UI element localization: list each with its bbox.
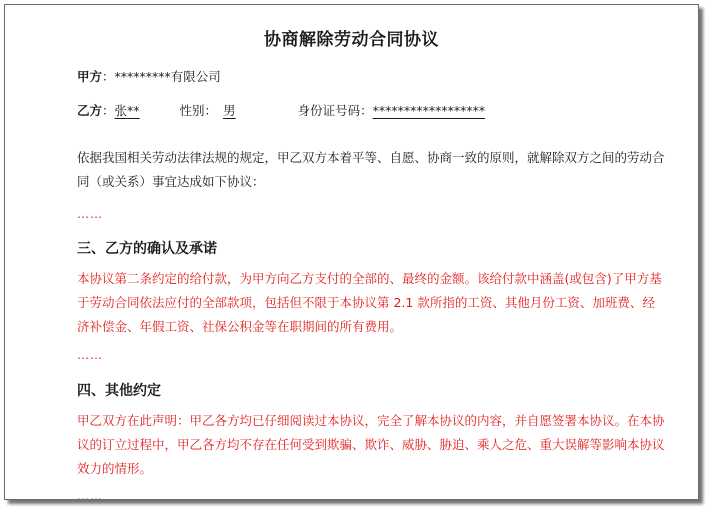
- party-a-label: 甲方: [77, 69, 103, 84]
- party-b-label: 乙方: [77, 103, 103, 118]
- party-a-separator: ：: [102, 69, 115, 84]
- party-a-value: *********有限公司: [114, 69, 221, 84]
- section-4-heading: 四、其他约定: [77, 383, 161, 399]
- party-b-name: 张**: [114, 103, 140, 118]
- ellipsis-2: ……: [77, 348, 103, 362]
- id-number-value: ******************: [372, 103, 486, 118]
- ellipsis-3: ……: [77, 489, 103, 500]
- gender-value: 男: [223, 103, 236, 118]
- gender-label: 性别：: [179, 103, 218, 118]
- section-4-body: 甲乙双方在此声明：甲乙各方均已仔细阅读过本协议，完全了解本协议的内容，并自愿签署本协议。在本协议的订立过程中，甲乙各方均不存在任何受到欺骗、欺诈、威胁、胁迫、乘人之危、重大误解等影响本协议效力的情形。: [77, 413, 665, 476]
- section-3-body: 本协议第二条约定的给付款，为甲方向乙方支付的全部的、最终的金额。该给付款中涵盖(或包含)了甲方基于劳动合同依法应付的全部款项，包括但不限于本协议第 2.1 款所指的工资、其他月份工资、加班费、经济补偿金、年假工资、社保公积金等在职期间的所有费用。: [77, 271, 662, 334]
- intro-paragraph: 依据我国相关劳动法律法规的规定，甲乙双方本着平等、自愿、协商一致的原则，就解除双方之间的劳动合同（或关系）事宜达成如下协议：: [77, 150, 665, 189]
- party-b-line: [77, 101, 493, 119]
- section-3-heading: 三、乙方的确认及承诺: [77, 241, 217, 257]
- ellipsis-1: ……: [77, 207, 103, 221]
- party-b-separator: ：: [102, 103, 115, 118]
- document-frame: [4, 4, 699, 500]
- id-number-label: 身份证号码：: [297, 103, 373, 118]
- party-a-line: [77, 67, 221, 85]
- document-page: [5, 5, 698, 499]
- document-title: 协商解除劳动合同协议: [264, 30, 439, 50]
